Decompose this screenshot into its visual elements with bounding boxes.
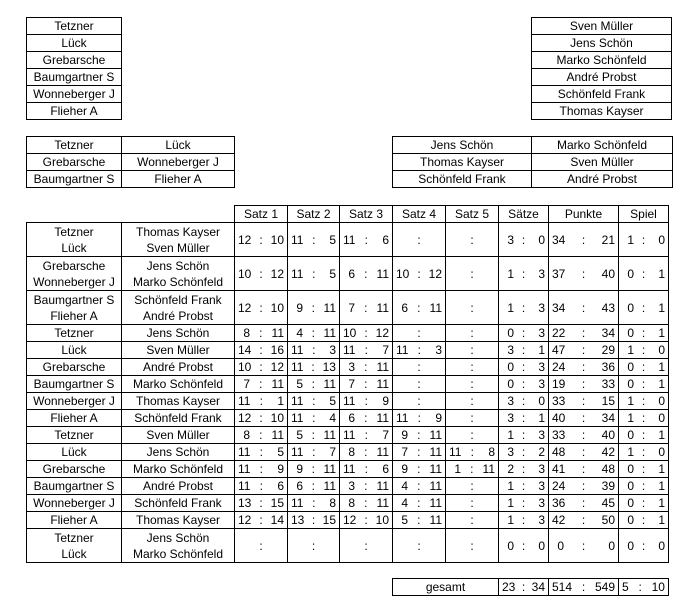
home-player-cell	[27, 495, 122, 512]
punkte-score: 34 : 21	[549, 223, 619, 257]
away-doubles-table	[392, 136, 673, 188]
set-score: 4 : 11	[393, 495, 446, 512]
set-score: :	[393, 223, 446, 257]
set-score: 11 : 7	[340, 342, 393, 359]
match-row	[27, 376, 669, 393]
player-name: Flieher A	[50, 513, 98, 527]
player-name: Jens Schön	[146, 530, 210, 545]
set-score: 6 : 11	[340, 257, 393, 291]
set-score: 9 : 11	[288, 291, 340, 325]
player-name: Lück	[61, 546, 87, 561]
match-row	[27, 427, 669, 444]
away-player: Jens Schön	[532, 35, 672, 52]
set-score: 6 : 11	[340, 410, 393, 427]
home-double-player: Lück	[122, 137, 235, 154]
set-score: 11 : 6	[235, 478, 288, 495]
home-double-player: Baumgartner S	[27, 171, 122, 188]
home-double-player: Tetzner	[27, 137, 122, 154]
set-score: 12 : 10	[235, 410, 288, 427]
set-score: :	[393, 325, 446, 342]
total-spiel: 5 : 10	[619, 579, 669, 596]
away-player-list	[531, 17, 672, 120]
away-double-pair	[393, 154, 673, 171]
away-double-player: Marko Schönfeld	[532, 137, 673, 154]
set-score: 11 : 8	[288, 495, 340, 512]
punkte-score: 42 : 50	[549, 512, 619, 529]
player-name: Marko Schönfeld	[132, 462, 224, 476]
set-score: 12 : 10	[235, 223, 288, 257]
home-player-cell	[27, 359, 122, 376]
set-score: 11 : 3	[288, 342, 340, 359]
away-player-cell	[122, 410, 235, 427]
set-score: :	[446, 478, 499, 495]
away-double-pair	[393, 137, 673, 154]
player-name: Flieher A	[50, 411, 98, 425]
set-score: 12 : 14	[235, 512, 288, 529]
saetze-score: 1 : 3	[499, 427, 549, 444]
spiel-score: 1 : 0	[619, 444, 669, 461]
away-player-cell	[122, 512, 235, 529]
set-score: 4 : 11	[393, 478, 446, 495]
player-name: Marko Schönfeld	[132, 274, 224, 289]
spiel-score: 0 : 1	[619, 359, 669, 376]
saetze-score: 3 : 0	[499, 223, 549, 257]
away-player-cell	[122, 461, 235, 478]
set-score: 11 : 5	[288, 393, 340, 410]
player-name: Tetzner	[54, 224, 94, 239]
punkte-score: 22 : 34	[549, 325, 619, 342]
away-player: André Probst	[532, 69, 672, 86]
match-row	[27, 291, 669, 325]
punkte-score: 24 : 36	[549, 359, 619, 376]
away-player-cell	[122, 427, 235, 444]
column-header: Satz 4	[393, 206, 446, 223]
set-score: :	[446, 495, 499, 512]
set-score: 9 : 11	[288, 461, 340, 478]
set-score: 11 : 9	[340, 393, 393, 410]
match-row	[27, 223, 669, 257]
player-name: Baumgartner S	[33, 377, 115, 391]
set-score: 11 : 4	[288, 410, 340, 427]
set-score: :	[393, 376, 446, 393]
column-header: Satz 2	[288, 206, 340, 223]
spiel-score: 1 : 0	[619, 393, 669, 410]
player-name: Lück	[61, 240, 87, 255]
set-score: 13 : 15	[288, 512, 340, 529]
set-score: 10 : 12	[235, 359, 288, 376]
player-name: André Probst	[142, 308, 214, 323]
header-blank	[122, 206, 235, 223]
home-player-list	[26, 17, 122, 120]
saetze-score: 3 : 2	[499, 444, 549, 461]
set-score: 12 : 10	[235, 291, 288, 325]
home-player: Wonneberger J	[27, 86, 122, 103]
away-double-player: Schönfeld Frank	[393, 171, 532, 188]
punkte-score: 41 : 48	[549, 461, 619, 478]
total-label: gesamt	[393, 579, 499, 596]
total-row	[393, 579, 669, 596]
away-player-cell	[122, 444, 235, 461]
home-player-cell	[27, 223, 122, 257]
player-name: Schönfeld Frank	[134, 496, 222, 510]
away-player-cell	[122, 223, 235, 257]
punkte-score: 24 : 39	[549, 478, 619, 495]
set-score: :	[446, 359, 499, 376]
set-score: 5 : 11	[393, 512, 446, 529]
away-player-cell	[122, 376, 235, 393]
match-row	[27, 495, 669, 512]
set-score: 11 : 5	[288, 257, 340, 291]
spiel-score: 1 : 0	[619, 223, 669, 257]
set-score: 11 : 13	[288, 359, 340, 376]
saetze-score: 1 : 3	[499, 512, 549, 529]
set-score: :	[446, 325, 499, 342]
home-player: Lück	[27, 35, 122, 52]
home-player: Tetzner	[27, 18, 122, 35]
set-score: :	[446, 410, 499, 427]
set-score: :	[393, 393, 446, 410]
header-row	[27, 206, 669, 223]
player-name: Grebarsche	[42, 258, 106, 273]
set-score: 11 : 5	[288, 223, 340, 257]
spiel-score: 0 : 0	[619, 529, 669, 563]
column-header: Satz 5	[446, 206, 499, 223]
saetze-score: 0 : 3	[499, 376, 549, 393]
player-name: Lück	[61, 445, 87, 459]
saetze-score: 0 : 3	[499, 325, 549, 342]
match-row	[27, 257, 669, 291]
total-punkte: 514 : 549	[549, 579, 619, 596]
spiel-score: 0 : 1	[619, 376, 669, 393]
set-score: 4 : 11	[288, 325, 340, 342]
set-score: 10 : 12	[393, 257, 446, 291]
punkte-score: 48 : 42	[549, 444, 619, 461]
away-double-player: Sven Müller	[532, 154, 673, 171]
away-player-cell	[122, 291, 235, 325]
home-player-cell	[27, 325, 122, 342]
player-name: Sven Müller	[146, 428, 210, 442]
away-player-cell	[122, 495, 235, 512]
spiel-score: 0 : 1	[619, 495, 669, 512]
saetze-score: 3 : 1	[499, 410, 549, 427]
away-player: Thomas Kayser	[532, 103, 672, 120]
match-row	[27, 359, 669, 376]
home-player-cell	[27, 461, 122, 478]
set-score: 11 : 9	[393, 410, 446, 427]
set-score: 11 : 7	[340, 427, 393, 444]
home-player-cell	[27, 376, 122, 393]
punkte-score: 34 : 43	[549, 291, 619, 325]
set-score: 7 : 11	[393, 444, 446, 461]
home-double-pair	[27, 154, 235, 171]
away-player: Sven Müller	[532, 18, 672, 35]
player-name: Tetzner	[54, 326, 94, 340]
punkte-score: 36 : 45	[549, 495, 619, 512]
set-score: 10 : 12	[340, 325, 393, 342]
away-player-cell	[122, 342, 235, 359]
saetze-score: 1 : 3	[499, 291, 549, 325]
match-row	[27, 512, 669, 529]
spiel-score: 0 : 1	[619, 512, 669, 529]
player-name: Tetzner	[54, 530, 94, 545]
away-double-player: Thomas Kayser	[393, 154, 532, 171]
home-player-cell	[27, 478, 122, 495]
results-table	[26, 205, 669, 563]
player-name: Sven Müller	[146, 343, 210, 357]
set-score: 11 : 3	[393, 342, 446, 359]
player-name: Lück	[61, 343, 87, 357]
saetze-score: 1 : 3	[499, 257, 549, 291]
home-player-cell	[27, 512, 122, 529]
saetze-score: 0 : 3	[499, 359, 549, 376]
home-player-cell	[27, 393, 122, 410]
player-name: Baumgartner S	[33, 292, 115, 307]
spiel-score: 0 : 1	[619, 291, 669, 325]
saetze-score: 1 : 3	[499, 495, 549, 512]
set-score: 11 : 6	[340, 223, 393, 257]
match-row	[27, 461, 669, 478]
set-score: :	[446, 257, 499, 291]
player-name: Tetzner	[54, 428, 94, 442]
player-name: Thomas Kayser	[135, 513, 221, 527]
spiel-score: 0 : 1	[619, 257, 669, 291]
match-row	[27, 325, 669, 342]
column-header: Spiel	[619, 206, 669, 223]
home-double-player: Wonneberger J	[122, 154, 235, 171]
set-score: :	[340, 529, 393, 563]
punkte-score: 33 : 15	[549, 393, 619, 410]
set-score: 8 : 11	[340, 495, 393, 512]
set-score: 10 : 12	[235, 257, 288, 291]
set-score: 11 : 9	[235, 461, 288, 478]
set-score: 7 : 11	[340, 376, 393, 393]
away-double-player: Jens Schön	[393, 137, 532, 154]
match-row	[27, 478, 669, 495]
player-name: Marko Schönfeld	[132, 377, 224, 391]
column-header: Satz 3	[340, 206, 393, 223]
away-player-cell	[122, 359, 235, 376]
player-name: Flieher A	[50, 308, 98, 323]
player-name: Wonneberger J	[33, 496, 115, 510]
away-player-cell	[122, 478, 235, 495]
home-player-cell	[27, 291, 122, 325]
home-player: Baumgartner S	[27, 69, 122, 86]
home-player-cell	[27, 342, 122, 359]
set-score: 1 : 11	[446, 461, 499, 478]
spiel-score: 1 : 0	[619, 342, 669, 359]
set-score: 9 : 11	[393, 427, 446, 444]
set-score: 5 : 11	[288, 376, 340, 393]
match-row	[27, 342, 669, 359]
punkte-score: 33 : 40	[549, 427, 619, 444]
set-score: :	[446, 529, 499, 563]
spiel-score: 0 : 1	[619, 478, 669, 495]
set-score: :	[235, 529, 288, 563]
set-score: :	[393, 359, 446, 376]
match-row	[27, 529, 669, 563]
set-score: 3 : 11	[340, 359, 393, 376]
spiel-score: 0 : 1	[619, 325, 669, 342]
set-score: :	[446, 291, 499, 325]
set-score: 6 : 11	[288, 478, 340, 495]
saetze-score: 3 : 1	[499, 342, 549, 359]
home-player: Grebarsche	[27, 52, 122, 69]
punkte-score: 40 : 34	[549, 410, 619, 427]
set-score: 14 : 16	[235, 342, 288, 359]
home-player: Flieher A	[27, 103, 122, 120]
player-name: Schönfeld Frank	[134, 411, 222, 425]
column-header: Satz 1	[235, 206, 288, 223]
away-double-player: André Probst	[532, 171, 673, 188]
column-header: Sätze	[499, 206, 549, 223]
column-header: Punkte	[549, 206, 619, 223]
home-double-player: Flieher A	[122, 171, 235, 188]
punkte-score: 37 : 40	[549, 257, 619, 291]
home-player-cell	[27, 427, 122, 444]
match-row	[27, 410, 669, 427]
set-score: 11 : 7	[288, 444, 340, 461]
player-name: Thomas Kayser	[135, 394, 221, 408]
set-score: 3 : 11	[340, 478, 393, 495]
home-double-pair	[27, 137, 235, 154]
spiel-score: 1 : 0	[619, 410, 669, 427]
spiel-score: 0 : 1	[619, 461, 669, 478]
home-double-player: Grebarsche	[27, 154, 122, 171]
set-score: 7 : 11	[235, 376, 288, 393]
set-score: 6 : 11	[393, 291, 446, 325]
saetze-score: 0 : 0	[499, 529, 549, 563]
set-score: 11 : 5	[235, 444, 288, 461]
header-blank	[27, 206, 122, 223]
set-score: :	[446, 342, 499, 359]
set-score: :	[446, 223, 499, 257]
total-saetze: 23 : 34	[499, 579, 549, 596]
set-score: :	[446, 376, 499, 393]
punkte-score: 0 : 0	[549, 529, 619, 563]
set-score: 8 : 11	[340, 444, 393, 461]
home-player-cell	[27, 257, 122, 291]
player-name: Grebarsche	[42, 462, 106, 476]
away-player: Schönfeld Frank	[532, 86, 672, 103]
set-score: 12 : 10	[340, 512, 393, 529]
player-name: Wonneberger J	[33, 394, 115, 408]
set-score: :	[446, 512, 499, 529]
punkte-score: 47 : 29	[549, 342, 619, 359]
set-score: 8 : 11	[235, 325, 288, 342]
player-name: Schönfeld Frank	[134, 292, 222, 307]
saetze-score: 1 : 3	[499, 478, 549, 495]
set-score: 7 : 11	[340, 291, 393, 325]
player-name: Sven Müller	[146, 240, 210, 255]
set-score: 13 : 15	[235, 495, 288, 512]
player-name: André Probst	[142, 360, 214, 374]
away-player-cell	[122, 393, 235, 410]
away-double-pair	[393, 171, 673, 188]
home-player-cell	[27, 529, 122, 563]
player-name: André Probst	[142, 479, 214, 493]
spiel-score: 0 : 1	[619, 427, 669, 444]
set-score: 9 : 11	[393, 461, 446, 478]
set-score: :	[446, 393, 499, 410]
set-score: :	[393, 529, 446, 563]
player-name: Thomas Kayser	[135, 224, 221, 239]
player-name: Grebarsche	[42, 360, 106, 374]
set-score: 8 : 11	[235, 427, 288, 444]
set-score: 11 : 1	[235, 393, 288, 410]
player-name: Jens Schön	[146, 326, 210, 340]
set-score: 11 : 6	[340, 461, 393, 478]
set-score: :	[288, 529, 340, 563]
match-row	[27, 444, 669, 461]
saetze-score: 3 : 0	[499, 393, 549, 410]
home-doubles-table	[26, 136, 235, 188]
player-name: Jens Schön	[146, 258, 210, 273]
set-score: 5 : 11	[288, 427, 340, 444]
home-double-pair	[27, 171, 235, 188]
set-score: :	[446, 427, 499, 444]
player-name: Marko Schönfeld	[132, 546, 224, 561]
saetze-score: 2 : 3	[499, 461, 549, 478]
total-table	[392, 578, 669, 596]
punkte-score: 19 : 33	[549, 376, 619, 393]
away-player: Marko Schönfeld	[532, 52, 672, 69]
set-score: 11 : 8	[446, 444, 499, 461]
match-row	[27, 393, 669, 410]
home-player-cell	[27, 444, 122, 461]
player-name: Wonneberger J	[33, 274, 115, 289]
home-player-cell	[27, 410, 122, 427]
player-name: Baumgartner S	[33, 479, 115, 493]
away-player-cell	[122, 325, 235, 342]
away-player-cell	[122, 529, 235, 563]
away-player-cell	[122, 257, 235, 291]
player-name: Jens Schön	[146, 445, 210, 459]
